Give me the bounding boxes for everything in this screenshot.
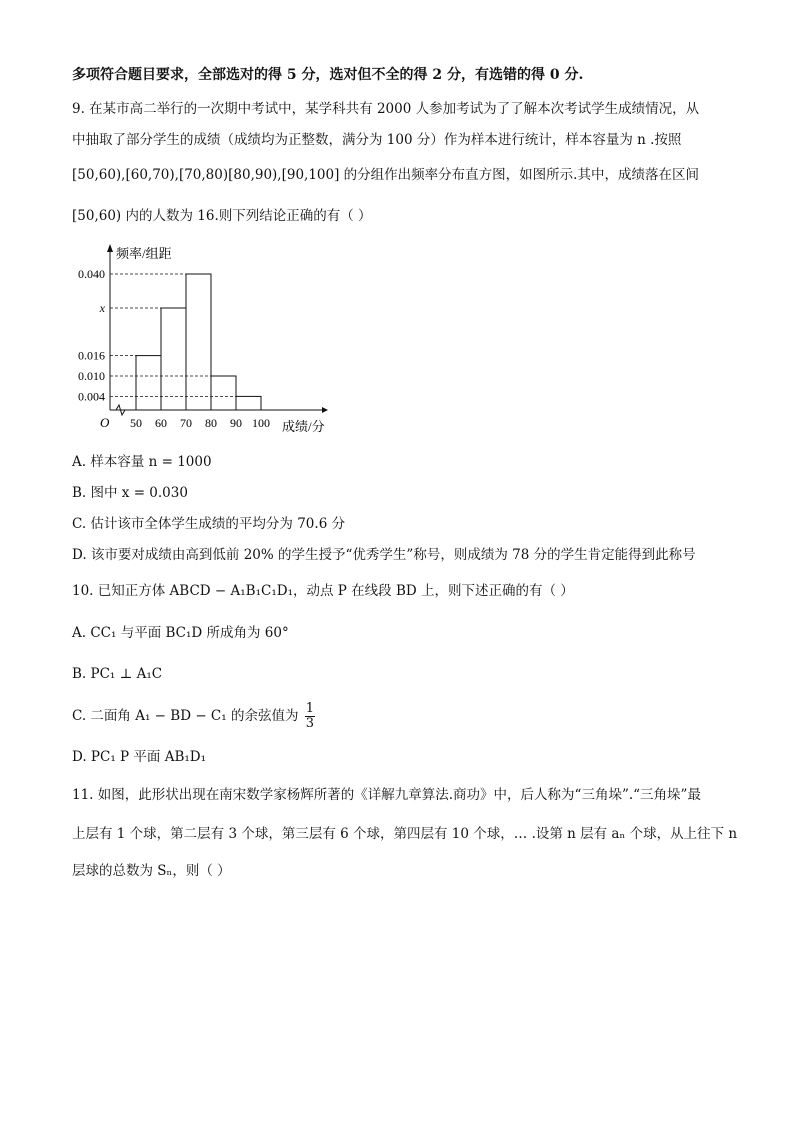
- frequency-histogram: [60, 238, 340, 438]
- q9-line-1: 9. 在某市高二举行的一次期中考试中，某学科共有 2000 人参加考试为了了解本次考试学生成绩情况，从: [72, 101, 700, 117]
- q9-line-4: [50,60) 内的人数为 16.则下列结论正确的有（ ）: [72, 208, 372, 224]
- q10-option-b: B. PC₁ ⊥ A₁C: [72, 666, 163, 682]
- y-axis-arrow: [107, 244, 113, 252]
- q10-option-c: [72, 702, 315, 731]
- q9-line-3: [50,60),[60,70),[70,80)[80,90),[90,100] 的分组作出频率分布直方图，如图所示.其中，成绩落在区间: [72, 167, 699, 183]
- q10-option-d: D. PC₁ P 平面 AB₁D₁: [72, 749, 207, 765]
- y-tick-label: 0.040: [78, 267, 105, 281]
- q9-option-b: B. 图中 x = 0.030: [72, 485, 188, 501]
- q10-option-a: A. CC₁ 与平面 BC₁D 所成角为 60°: [72, 625, 289, 641]
- q11-line-1: 11. 如图，此形状出现在南宋数学家杨辉所著的《详解九章算法.商功》中，后人称为“三角垛”.“三角垛”最: [72, 787, 701, 803]
- x-axis-label: 成绩/分: [282, 419, 325, 434]
- x-axis-arrow: [322, 407, 328, 413]
- histogram-bar: [136, 356, 161, 410]
- y-axis-label: 频率/组距: [116, 246, 172, 261]
- y-tick-label: 0.004: [78, 389, 105, 404]
- histogram-bar: [211, 376, 236, 410]
- q9-option-c: C. 估计该市全体学生成绩的平均分为 70.6 分: [72, 516, 346, 532]
- x-tick-label: 80: [205, 416, 217, 430]
- x-tick-label: 50: [130, 416, 142, 430]
- histogram-bar: [161, 308, 186, 410]
- y-tick-label: 0.016: [78, 348, 105, 363]
- x-tick-label: 90: [230, 416, 242, 430]
- x-tick-label: 60: [155, 416, 167, 430]
- q10-stem: 10. 已知正方体 ABCD − A₁B₁C₁D₁，动点 P 在线段 BD 上，则下述正确的有（ ）: [72, 583, 574, 599]
- q9-line-2: 中抽取了部分学生的成绩（成绩均为正整数，满分为 100 分）作为样本进行统计，样本容量为 n .按照: [72, 132, 682, 148]
- fraction-numerator: 1: [305, 701, 315, 716]
- histogram-bar: [236, 396, 261, 410]
- x-tick-label: 70: [180, 416, 192, 430]
- x-tick-label: 100: [252, 416, 270, 430]
- origin-label: O: [100, 415, 110, 430]
- fraction-one-third: [305, 702, 315, 731]
- y-tick-label: x: [99, 301, 105, 315]
- histogram-bar: [186, 274, 211, 410]
- q9-option-a: A. 样本容量 n = 1000: [72, 454, 212, 470]
- q11-line-2: 上层有 1 个球，第二层有 3 个球，第三层有 6 个球，第四层有 10 个球，… .设第 n 层有 aₙ 个球，从上往下 n: [72, 826, 738, 842]
- y-tick-label: 0.010: [78, 369, 105, 383]
- section-instruction: 多项符合题目要求，全部选对的得 5 分，选对但不全的得 2 分，有选错的得 0 分.: [72, 67, 584, 83]
- q10-option-c-text: C. 二面角 A₁ − BD − C₁ 的余弦值为: [72, 708, 299, 724]
- fraction-denominator: 3: [305, 716, 315, 731]
- q11-line-3: 层球的总数为 Sₙ，则（ ）: [72, 863, 231, 879]
- q9-option-d: D. 该市要对成绩由高到低前 20% 的学生授予“优秀学生”称号，则成绩为 78 分的学生肯定能得到此称号: [72, 547, 696, 563]
